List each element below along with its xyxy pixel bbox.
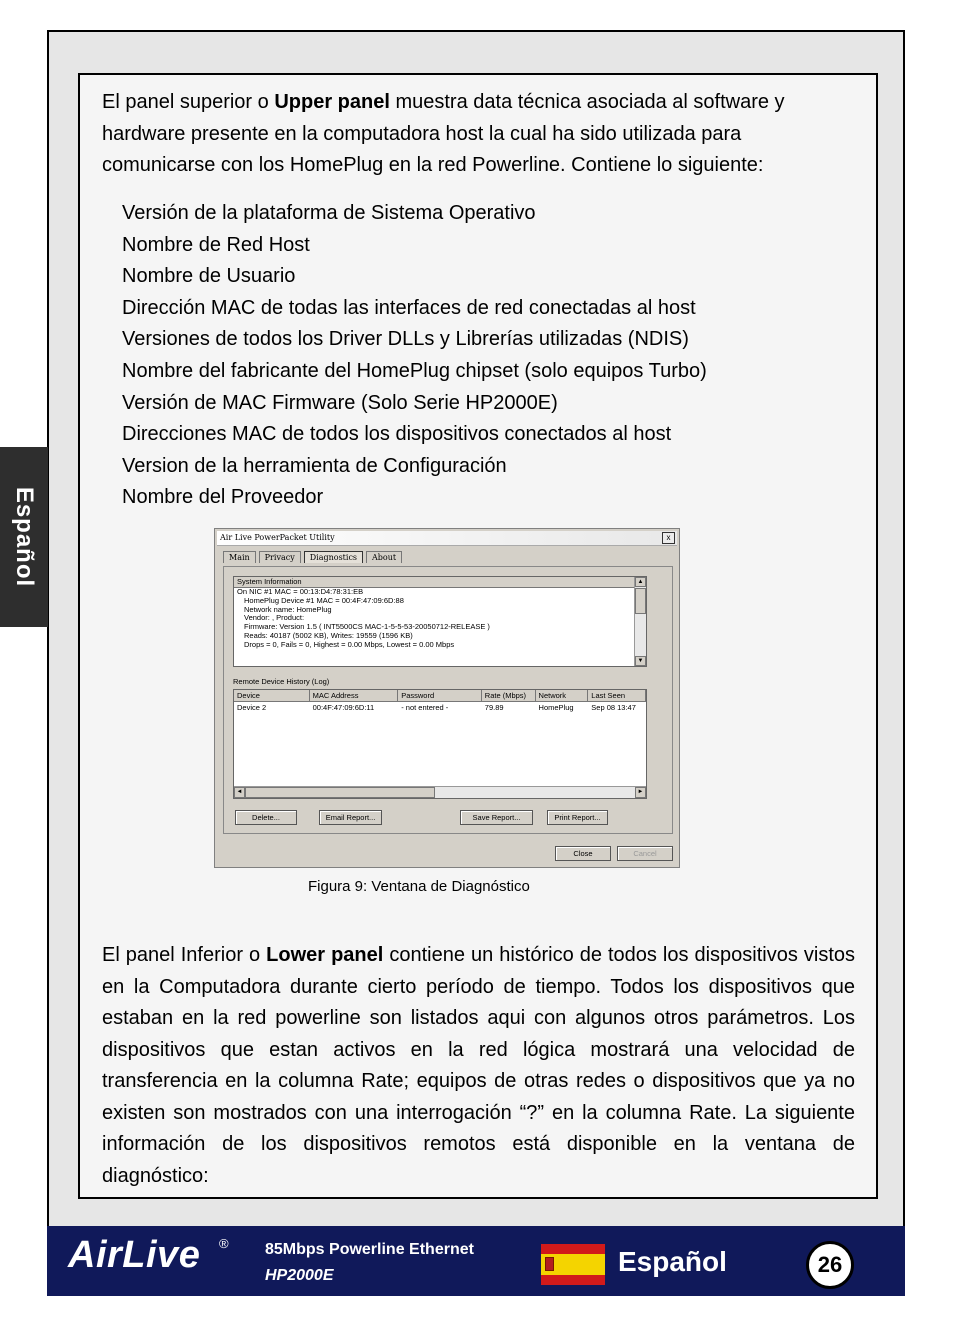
- info-list: [122, 198, 707, 514]
- product-model: HP2000E: [265, 1267, 334, 1284]
- lower-paragraph: [102, 940, 855, 1192]
- tab-privacy[interactable]: Privacy: [259, 551, 301, 563]
- scroll-right-icon[interactable]: ►: [635, 787, 646, 798]
- system-line: Vendor: , Product:: [244, 613, 305, 623]
- delete-button[interactable]: Delete...: [235, 810, 297, 825]
- cell-password: - not entered -: [401, 703, 449, 712]
- window-title-bar: [217, 531, 677, 546]
- list-item: Version de la herramienta de Configuración: [122, 454, 507, 477]
- list-item: Nombre de Usuario: [122, 265, 296, 288]
- scroll-left-icon[interactable]: ◄: [234, 787, 245, 798]
- list-item: Dirección MAC de todas las interfaces de red conectadas al host: [122, 296, 696, 319]
- intro-bold: Upper panel: [274, 91, 390, 113]
- window-title: Air Live PowerPacket Utility: [220, 533, 335, 542]
- save-report-button[interactable]: Save Report...: [460, 810, 533, 825]
- system-line: HomePlug Device #1 MAC = 00:4F:47:09:6D:88: [244, 595, 404, 605]
- lower-bold: Lower panel: [266, 944, 384, 966]
- spain-flag-icon: [541, 1244, 605, 1285]
- column-header-mac[interactable]: MAC Address: [310, 690, 399, 701]
- footer-language: Español: [618, 1246, 727, 1277]
- diagnostics-window-screenshot: [214, 528, 680, 868]
- cell-network: HomePlug: [538, 703, 574, 712]
- close-icon[interactable]: x: [662, 532, 675, 544]
- system-information-header: System Information: [234, 577, 646, 588]
- cell-last-seen: Sep 08 13:47: [591, 703, 636, 712]
- list-item: Versión de la plataforma de Sistema Operativo: [122, 202, 536, 224]
- table-row[interactable]: [234, 702, 646, 713]
- figure-caption: Figura 9: Ventana de Diagnóstico: [308, 878, 530, 895]
- vertical-scrollbar[interactable]: [634, 577, 646, 666]
- airlive-logo: AirLive: [68, 1234, 201, 1276]
- tab-about[interactable]: About: [366, 551, 402, 563]
- cell-rate: 79.89: [484, 703, 504, 712]
- intro-text-pre: El panel superior o: [102, 91, 275, 113]
- system-line: Drops = 0, Fails = 0, Highest = 0.00 Mbps, Lowest = 0.00 Mbps: [244, 639, 455, 649]
- intro-paragraph: [102, 87, 855, 182]
- close-button[interactable]: Close: [555, 846, 611, 861]
- remote-history-label: Remote Device History (Log): [233, 677, 330, 686]
- scroll-up-icon[interactable]: ▲: [635, 577, 646, 587]
- window-tabs: [223, 551, 402, 563]
- horizontal-scrollbar[interactable]: [234, 786, 646, 798]
- list-item: Versión de MAC Firmware (Solo Serie HP2000E): [122, 391, 558, 414]
- column-header-last-seen[interactable]: Last Seen: [588, 690, 646, 701]
- scroll-thumb[interactable]: [245, 787, 435, 798]
- list-item: Direcciones MAC de todos los dispositivos conectados al host: [122, 423, 672, 446]
- system-line: On NIC #1 MAC = 00:13:D4:78:31:EB: [237, 587, 364, 596]
- cancel-button[interactable]: Cancel: [617, 846, 673, 861]
- table-header: [234, 690, 646, 702]
- language-side-tab: [0, 447, 48, 627]
- list-item: Nombre de Red Host: [122, 233, 310, 256]
- product-line: 85Mbps Powerline Ethernet: [265, 1241, 474, 1258]
- tab-main[interactable]: Main: [223, 551, 256, 563]
- side-tab-label: Español: [11, 486, 39, 588]
- list-item: Nombre del fabricante del HomePlug chipset (solo equipos Turbo): [122, 359, 707, 382]
- cell-mac: 00:4F:47:09:6D:11: [312, 703, 375, 712]
- column-header-rate[interactable]: Rate (Mbps): [482, 690, 536, 701]
- tab-diagnostics[interactable]: Diagnostics: [304, 551, 363, 563]
- system-line: Firmware: Version 1.5 ( INT5500CS MAC-1-5-5-53-20050712-RELEASE ): [244, 622, 490, 632]
- column-header-device[interactable]: Device: [234, 690, 310, 701]
- registered-mark: ®: [219, 1236, 229, 1251]
- list-item: Nombre del Proveedor: [122, 486, 324, 509]
- email-report-button[interactable]: Email Report...: [319, 810, 382, 825]
- column-header-network[interactable]: Network: [536, 690, 589, 701]
- system-line: Reads: 40187 (5002 KB), Writes: 19559 (1596 KB): [244, 630, 413, 640]
- cell-device: Device 2: [237, 703, 267, 712]
- lower-text-pre: El panel Inferior o: [102, 944, 267, 966]
- list-item: Versiones de todos los Driver DLLs y Librerías utilizadas (NDIS): [122, 328, 689, 351]
- print-report-button[interactable]: Print Report...: [547, 810, 608, 825]
- remote-device-table: [233, 689, 647, 799]
- lower-text-post: contiene un histórico de todos los dispositivos vistos en la Computadora durante cierto período de tiempo. Todos los dispositivos que estaban en la red powerline son listados aqui con algunos otros parámetros. Los dispositivos que estan activos en la red lógica mostrará una velocidad de transferencia en la columna Rate; equipos de otras redes o dispositivos que ya no existen son mostrados con una interrogación “?” en la columna Rate. La siguiente información de los dispositivos remotos está disponible en la ventana de diagnóstico:: [102, 944, 855, 1187]
- column-header-password[interactable]: Password: [398, 690, 482, 701]
- intro-text-post: muestra data técnica asociada al software y hardware presente en la computadora host la cual ha sido utilizada para comunicarse con los HomePlug en la red Powerline. Contiene lo siguiente:: [102, 91, 785, 176]
- page-number: 26: [806, 1241, 854, 1289]
- scroll-thumb[interactable]: [635, 588, 646, 614]
- scroll-down-icon[interactable]: ▼: [635, 656, 646, 666]
- system-information-box: [233, 576, 647, 667]
- system-line: Network name: HomePlug: [244, 604, 332, 614]
